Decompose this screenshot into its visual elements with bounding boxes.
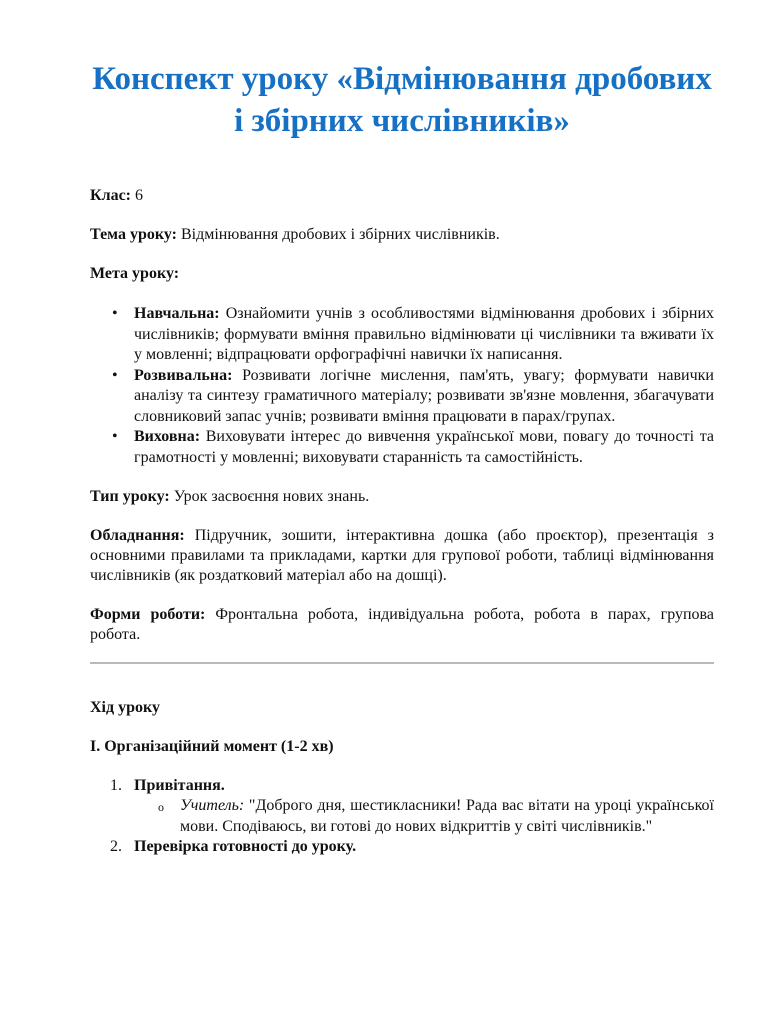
step-title: Перевірка готовності до уроку. [134, 838, 357, 855]
step-number: 1. [110, 777, 122, 794]
lesson-type-value: Урок засвоєння нових знань. [169, 488, 370, 505]
class-line [90, 186, 714, 206]
equipment-value: Підручник, зошити, інтерактивна дошка (або проєктор), презентація з основними правилами та прикладами, картки для групової роботи, таблиці відмінювання числівників (як роздатковий матеріал або на дошці). [90, 527, 714, 584]
section-divider [90, 662, 714, 664]
class-value: 6 [131, 187, 144, 204]
goal-item-upbringing [134, 427, 714, 468]
section-1-heading: I. Організаційний момент (1-2 хв) [90, 738, 334, 755]
work-forms-line [90, 605, 714, 645]
speaker-label: Учитель: [180, 797, 245, 814]
topic-label: Тема уроку: [90, 226, 177, 243]
steps-list [90, 776, 714, 857]
goals-list [90, 304, 714, 468]
goal-item-developmental [134, 366, 714, 428]
goal-text: Ознайомити учнів з особливостями відмінювання дробових і збірних числівників; формувати вміння правильно відмінювати ці числівники та вживати їх у мовленні; відпрацювати орфографічні навички їх написання. [134, 305, 714, 363]
circle-bullet-icon: o [158, 800, 164, 814]
step-sub-list [134, 796, 714, 837]
step-title: Привітання. [134, 777, 225, 794]
equipment-line [90, 526, 714, 586]
equipment-label: Обладнання: [90, 527, 185, 544]
goal-label: Розвивальна: [134, 366, 233, 384]
goal-heading: Мета уроку: [90, 265, 180, 282]
step-item-greeting [110, 776, 714, 837]
speech-text: "Доброго дня, шестикласники! Рада вас вітати на уроці української мови. Сподіваюсь, ви готові до нових відкриттів у світі числівників." [180, 797, 714, 835]
step-item-readiness [110, 837, 714, 857]
goal-item-educational [134, 304, 714, 366]
course-heading: Хід уроку [90, 699, 160, 716]
sub-item [158, 796, 714, 837]
goal-label: Навчальна: [134, 305, 220, 322]
goal-text: Розвивати логічне мислення, пам'ять, увагу; формувати навички аналізу та синтезу граматичного матеріалу; розвивати зв'язне мовлення, збагачувати словниковий запас учнів; розвивати вміння працювати в парах/групах. [134, 366, 714, 425]
topic-value: Відмінювання дробових і збірних числівників. [176, 226, 500, 243]
document-page [90, 0, 714, 857]
lesson-type-line [90, 487, 714, 507]
work-forms-label: Форми роботи: [90, 606, 206, 623]
lesson-type-label: Тип уроку: [90, 488, 170, 505]
step-number: 2. [110, 838, 122, 855]
class-label: Клас: [90, 187, 132, 204]
goal-label: Виховна: [134, 428, 201, 445]
goal-text: Виховувати інтерес до вивчення української мови, повагу до точності та грамотності у мовленні; виховувати старанність та самостійність. [134, 428, 714, 466]
page-title: Конспект уроку «Відмінювання дробових і збірних числівників» [92, 61, 712, 139]
work-forms-value: Фронтальна робота, індивідуальна робота, робота в парах, групова робота. [90, 606, 714, 643]
topic-line [90, 225, 714, 245]
